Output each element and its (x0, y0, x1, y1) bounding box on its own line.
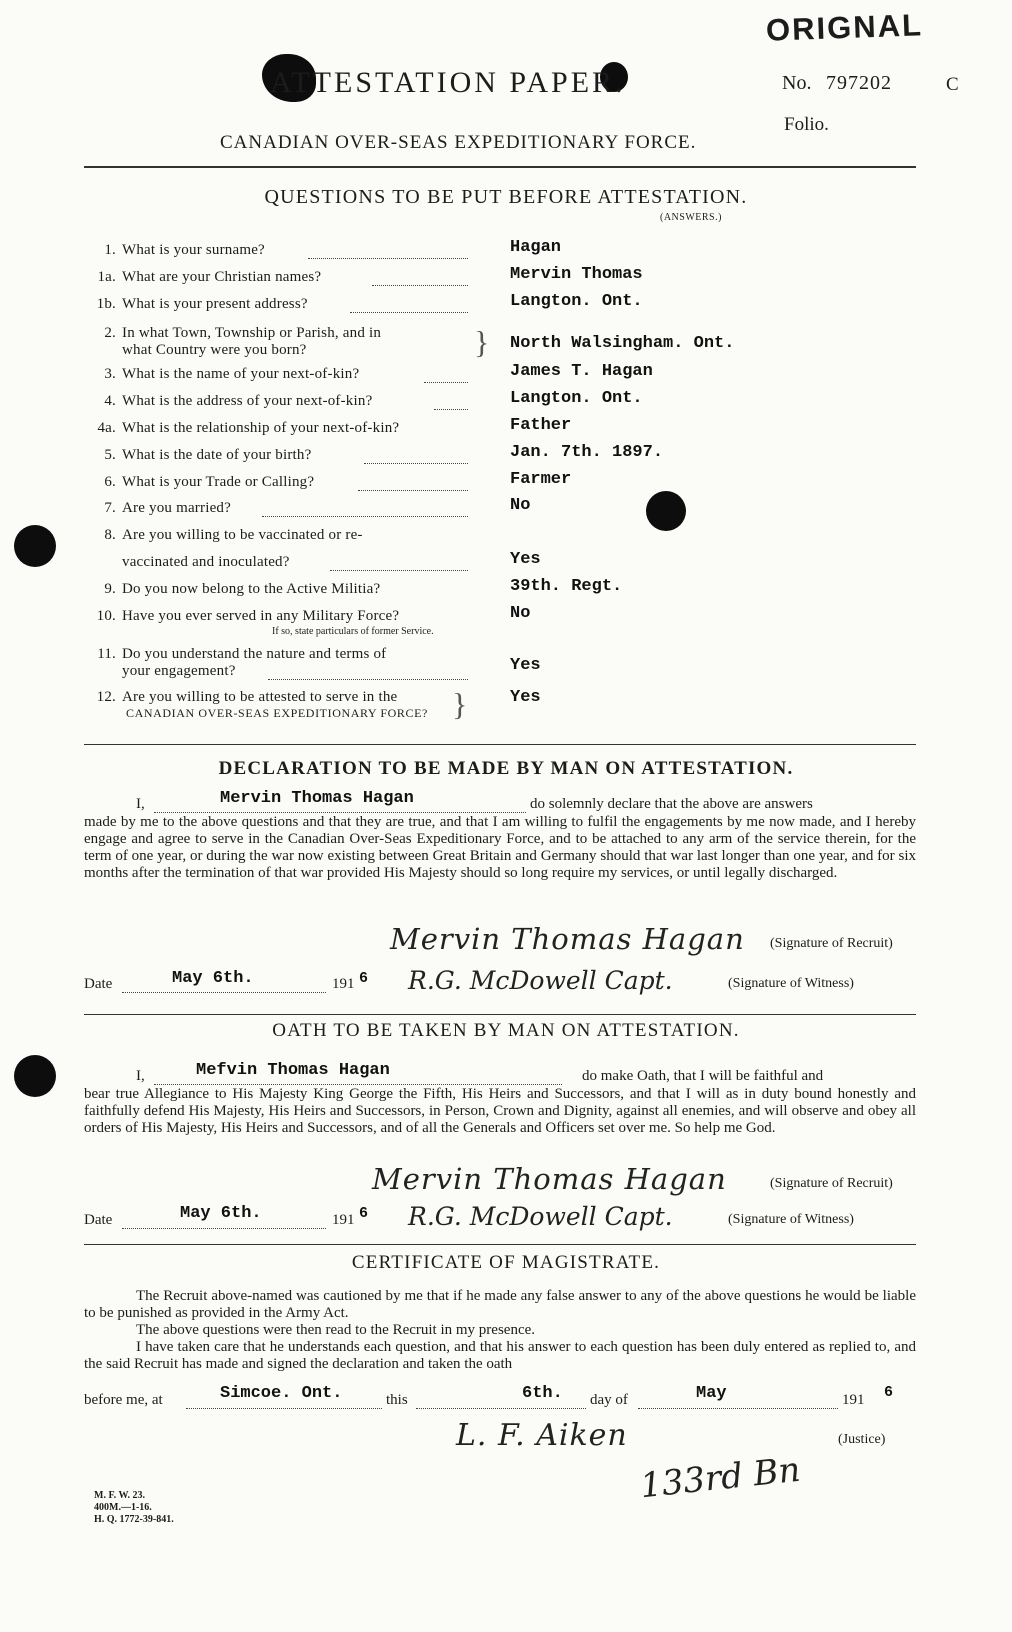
answer-4a: Father (510, 416, 572, 435)
folio-label: Folio. (784, 114, 829, 135)
question-11-continued: your engagement? (122, 663, 236, 679)
footer-line-2: 400M.—1-16. (94, 1502, 152, 1513)
number-suffix: C (946, 74, 959, 95)
oath-text: bear true Allegiance to His Majesty King George the Fifth, His Heirs and Successors, and that I will as in duty bound honestly and faithfully defend His Majesty, His Heirs and Successors, in Person, Crown and Dignity, against all enemies, and will observe and obey all orders of His Majesty, His Heirs and Successors, and of all the Generals and Officers set over me. So help me God. (84, 1086, 916, 1136)
declaration-heading: DECLARATION TO BE MADE BY MAN ON ATTESTATION. (218, 758, 794, 779)
question-4: 4. What is the address of your next-of-kin? (104, 393, 373, 409)
declaration-name: Mervin Thomas Hagan (220, 789, 414, 808)
answer-3: James T. Hagan (510, 362, 653, 381)
answer-2: North Walsingham. Ont. (510, 334, 735, 353)
answer-7: No (510, 496, 531, 515)
question-10: 10. Have you ever served in any Military Force? (96, 608, 400, 624)
magistrate-para-3: I have taken care that he understands each question, and that his answer to each question has been duly entered as replied to, and the said Recruit has made and signed the declaration and taken the oath (84, 1339, 916, 1372)
question-6: 6. What is your Trade or Calling? (104, 474, 315, 490)
dots-q1 (308, 258, 468, 259)
magistrate-place: Simcoe. Ont. (220, 1384, 343, 1403)
dots-oath-date (122, 1228, 326, 1229)
regimental-number: 797202 (826, 72, 892, 94)
before-label: before me, at (84, 1392, 163, 1408)
document-subtitle: CANADIAN OVER-SEAS EXPEDITIONARY FORCE. (220, 132, 697, 153)
oath-name: Mefvin Thomas Hagan (196, 1061, 390, 1080)
question-8-continued: vaccinated and inoculated? (122, 554, 290, 570)
oath-text-first: do make Oath, that I will be faithful and (582, 1068, 824, 1084)
dots-q7 (262, 516, 468, 517)
magistrate-heading: CERTIFICATE OF MAGISTRATE. (351, 1252, 661, 1273)
declaration-text: made by me to the above questions and that they are true, and that I am willing to fulfil the engagements by me now made, and I hereby engage and agree to serve in the Canadian Over-Seas Expeditionary Force, and to be attached to any arm of the service therein, for the term of one year, or during the war now existing between Great Britain and Germany should that war last longer than one year, and for six months after the termination of that war provided His Majesty should so long require my services, or until legally discharged. (84, 814, 916, 881)
magistrate-para-1: The Recruit above-named was cautioned by me that if he made any false answer to any of the above questions he would be liable to be punished as provided in the Army Act. (84, 1288, 916, 1321)
punch-hole-top (14, 525, 56, 567)
punch-hole-bottom (14, 1055, 56, 1097)
question-1a: 1a. What are your Christian names? (97, 269, 322, 285)
answer-1b: Langton. Ont. (510, 292, 643, 311)
rule-above-magistrate (84, 1244, 916, 1245)
brace-q2: } (474, 324, 490, 360)
dots-q8 (330, 570, 468, 571)
declaration-year-prefix: 191 (332, 976, 355, 992)
recruit-label-1: (Signature of Recruit) (770, 936, 893, 951)
oath-prefix: I, (136, 1068, 145, 1084)
witness-label-2: (Signature of Witness) (728, 1212, 854, 1227)
battalion-note: 133rd Bn (638, 1449, 803, 1507)
witness-label-1: (Signature of Witness) (728, 976, 854, 991)
brace-q12: } (452, 686, 468, 722)
document-title: ATTESTATION PAPER. (270, 66, 626, 99)
answer-8: Yes (510, 550, 541, 569)
witness-signature-2: R.G. McDowell Capt. (408, 1202, 673, 1231)
question-10-note: If so, state particulars of former Service. (272, 626, 434, 637)
oath-year-digit: 6 (359, 1205, 369, 1222)
recruit-signature-2: Mervin Thomas Hagan (372, 1162, 727, 1196)
rule-above-declaration (84, 744, 916, 745)
question-2: 2. In what Town, Township or Parish, and in (104, 325, 382, 341)
answer-10: No (510, 604, 531, 623)
answer-9: 39th. Regt. (510, 577, 623, 596)
question-9: 9. Do you now belong to the Active Militia? (104, 581, 381, 597)
question-11: 11. Do you understand the nature and terms of (97, 646, 387, 662)
dots-declaration-date (122, 992, 326, 993)
rule-under-subtitle (84, 166, 916, 168)
question-1b: 1b. What is your present address? (96, 296, 308, 312)
day-of-label: day of (590, 1392, 628, 1408)
dots-oath-name (154, 1084, 562, 1085)
answer-5: Jan. 7th. 1897. (510, 443, 664, 462)
answer-1a: Mervin Thomas (510, 265, 643, 284)
dots-q3 (424, 382, 468, 383)
this-label: this (386, 1392, 408, 1408)
magistrate-year-digit: 6 (884, 1384, 894, 1401)
ink-blot (646, 491, 686, 531)
question-12-continued: CANADIAN OVER-SEAS EXPEDITIONARY FORCE? (126, 706, 428, 720)
oath-year-prefix: 191 (332, 1212, 355, 1228)
questions-heading: QUESTIONS TO BE PUT BEFORE ATTESTATION. (264, 186, 748, 208)
original-stamp: ORIGNAL (765, 7, 924, 48)
declaration-date: May 6th. (172, 969, 254, 988)
recruit-signature-1: Mervin Thomas Hagan (390, 922, 745, 956)
question-2-continued: what Country were you born? (122, 342, 307, 358)
witness-signature-1: R.G. McDowell Capt. (408, 966, 673, 995)
dots-q11 (268, 679, 468, 680)
answer-1: Hagan (510, 238, 562, 257)
answer-11: Yes (510, 656, 541, 675)
oath-heading: OATH TO BE TAKEN BY MAN ON ATTESTATION. (272, 1020, 740, 1041)
question-3: 3. What is the name of your next-of-kin? (104, 366, 360, 382)
oath-date: May 6th. (180, 1204, 262, 1223)
question-4a: 4a. What is the relationship of your next-of-kin? (97, 420, 400, 436)
question-8: 8. Are you willing to be vaccinated or re- (104, 527, 363, 543)
question-5: 5. What is the date of your birth? (104, 447, 312, 463)
magistrate-para-2: The above questions were then read to the Recruit in my presence. (136, 1322, 536, 1338)
declaration-prefix: I, (136, 796, 145, 812)
answers-label: (ANSWERS.) (660, 212, 722, 223)
dots-q1a (372, 285, 468, 286)
dots-month (638, 1408, 838, 1409)
answer-6: Farmer (510, 470, 572, 489)
number-label: No. (782, 72, 812, 94)
question-1: 1. What is your surname? (104, 242, 265, 258)
magistrate-day: 6th. (522, 1384, 563, 1403)
dots-q6 (358, 490, 468, 491)
footer-line-1: M. F. W. 23. (94, 1490, 146, 1501)
rule-above-oath (84, 1014, 916, 1015)
justice-label: (Justice) (838, 1432, 886, 1447)
declaration-year-digit: 6 (359, 970, 369, 987)
magistrate-signature: L. F. Aiken (456, 1418, 628, 1453)
recruit-label-2: (Signature of Recruit) (770, 1176, 893, 1191)
dots-day (416, 1408, 586, 1409)
dots-declaration-name (154, 812, 526, 813)
dots-q4 (434, 409, 468, 410)
magistrate-month: May (696, 1384, 727, 1403)
declaration-text-first: do solemnly declare that the above are answers (530, 796, 813, 812)
dots-q5 (364, 463, 468, 464)
footer-line-3: H. Q. 1772-39-841. (94, 1514, 174, 1525)
answer-12: Yes (510, 688, 541, 707)
question-7: 7. Are you married? (104, 500, 231, 516)
answer-4: Langton. Ont. (510, 389, 643, 408)
dots-q1b (350, 312, 468, 313)
magistrate-year-prefix: 191 (842, 1392, 865, 1408)
dots-place (186, 1408, 382, 1409)
oath-date-label: Date (84, 1212, 113, 1228)
declaration-date-label: Date (84, 976, 113, 992)
question-12: 12. Are you willing to be attested to serve in the (96, 689, 398, 705)
